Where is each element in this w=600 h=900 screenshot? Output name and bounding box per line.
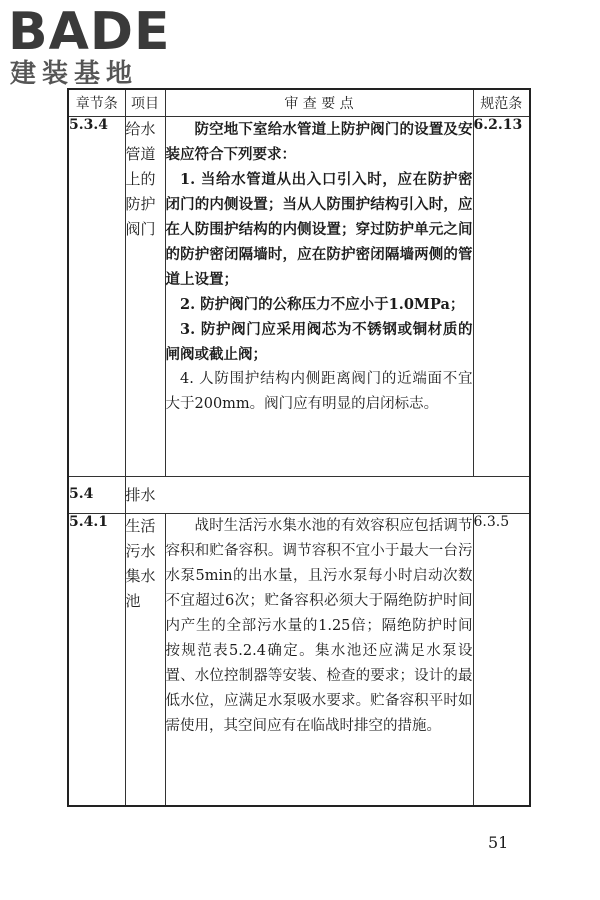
page-number: 51 — [488, 833, 509, 852]
row-item: 生活污水集水池 — [125, 514, 165, 806]
header-points: 审 查 要 点 — [165, 89, 473, 117]
row-code: 5.4 — [68, 477, 125, 514]
row-ref: 6.2.13 — [473, 117, 530, 477]
review-table — [67, 88, 531, 807]
row-code: 5.4.1 — [68, 514, 125, 806]
table-row — [68, 117, 530, 477]
paragraph: 2. 防护阀门的公称压力不应小于1.0MPa； — [180, 296, 465, 313]
bade-logo — [8, 2, 183, 94]
header-chapter: 章节条 — [68, 89, 125, 117]
logo-text-en: BADE — [8, 2, 171, 62]
logo-text-cn: 建装基地 — [10, 59, 139, 89]
paragraph: 3. 防护阀门应采用阀芯为不锈钢或铜材质的闸阀或截止阀； — [165, 321, 473, 363]
row-code: 5.3.4 — [68, 117, 125, 477]
table-row — [68, 477, 530, 514]
row-points — [165, 117, 473, 477]
paragraph: 防空地下室给水管道上防护阀门的设置及安装应符合下列要求： — [165, 121, 473, 163]
header-ref: 规范条 — [473, 89, 530, 117]
header-item: 项目 — [125, 89, 165, 117]
paragraph: 战时生活污水集水池的有效容积应包括调节容积和贮备容积。调节容积不宜小于最大一台污水泵5min的出水量，且污水泵每小时启动次数不宜超过6次；贮备容积必须大于隔绝防护时间内产生的全部污水量的1.25倍；隔绝防护时间按规范表5.2.4确定。集水池还应满足水泵设置、水位控制器等安装、检查的要求；设计的最低水位，应满足水泵吸水要求。贮备容积平时如需使用，其空间应有在临战时排空的措施。 — [165, 518, 473, 734]
paragraph: 4. 人防围护结构内侧距离阀门的近端面不宜大于200mm。阀门应有明显的启闭标志。 — [165, 371, 473, 412]
row-points — [165, 514, 473, 806]
row-item: 给水管道上的防护阀门 — [125, 117, 165, 477]
paragraph: 1. 当给水管道从出入口引入时，应在防护密闭门的内侧设置；当从人防围护结构引入时，应在人防围护结构的内侧设置；穿过防护单元之间的防护密闭隔墙时，应在防护密闭隔墙两侧的管道上设置； — [165, 171, 473, 288]
table-row — [68, 514, 530, 806]
row-ref: 6.3.5 — [473, 514, 530, 806]
table-header-row — [68, 89, 530, 117]
row-item: 排水 — [125, 477, 530, 514]
